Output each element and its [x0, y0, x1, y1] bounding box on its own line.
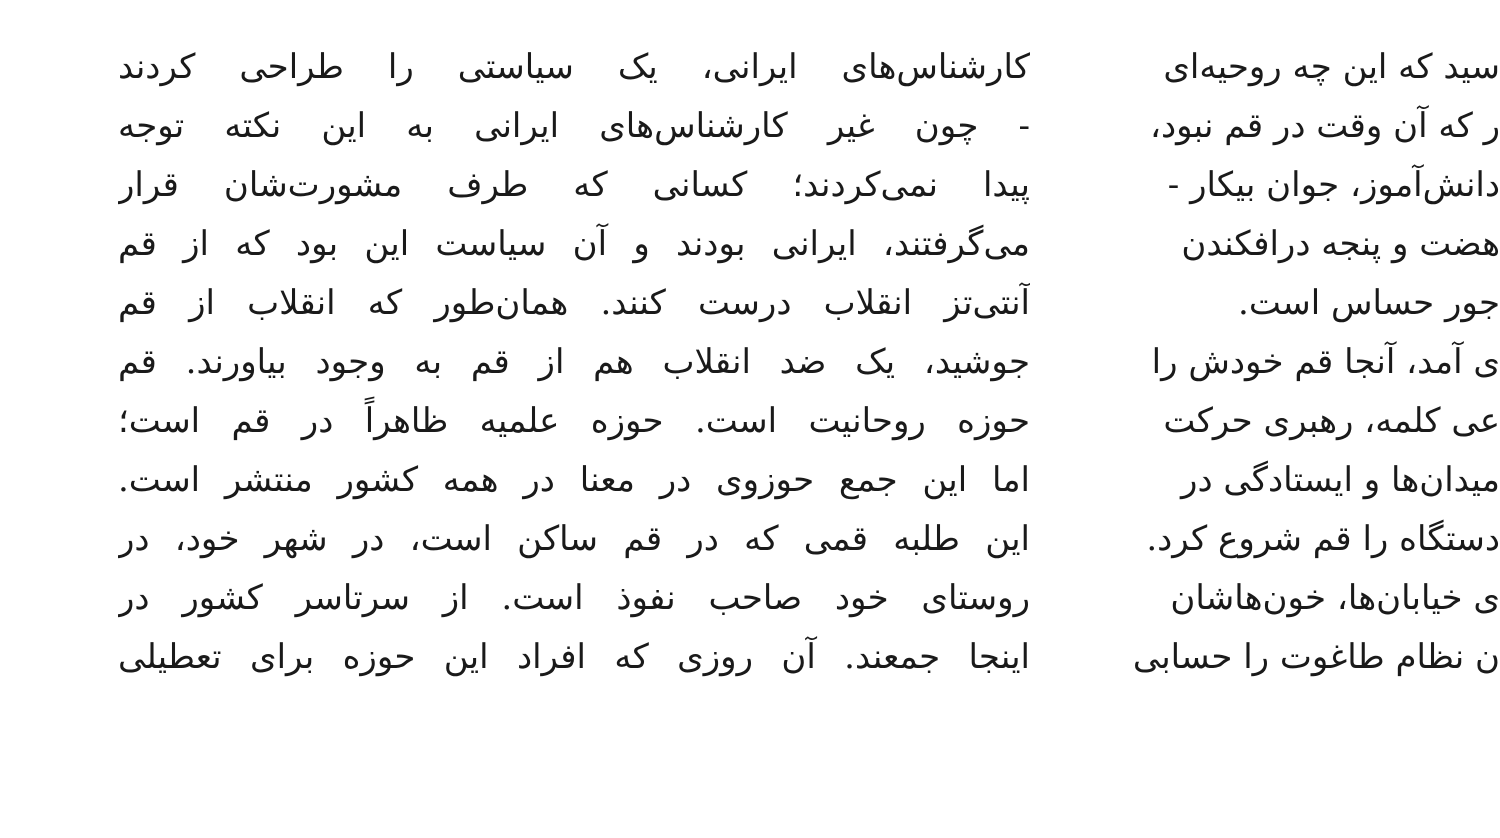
text-line: - چون غیر کارشناس‌های ایرانی به این نکته توجه — [118, 106, 1030, 146]
text-line: حوزه روحانیت است. حوزه علمیه ظاهراً در قم است؛ — [118, 401, 1030, 441]
text-line: جوشید، یک ضد انقلاب هم از قم به وجود بیاورند. قم — [118, 342, 1030, 382]
text-line: ی آمد، آنجا قم خودش را — [1151, 342, 1500, 382]
text-line: میدان‌ها و ایستادگی در — [1181, 460, 1500, 500]
text-line: اینجا جمعند. آن روزی که افراد این حوزه برای تعطیلی — [118, 637, 1030, 677]
text-line: عی کلمه، رهبری حرکت — [1163, 401, 1500, 441]
text-line — [118, 0, 1030, 38]
clipped-top-spacer — [1090, 0, 1500, 38]
text-line: روستای خود صاحب نفوذ است. از سرتاسر کشور در — [118, 578, 1030, 618]
text-line: ن نظام طاغوت را حسابی — [1132, 637, 1500, 677]
text-line: سید که این چه روحیه‌ای — [1163, 47, 1500, 87]
side-text-column — [1090, 0, 1500, 746]
text-line: آنتی‌تز انقلاب درست کنند. همان‌طور که انقلاب از قم — [118, 283, 1030, 323]
text-line: کارشناس‌های ایرانی، یک سیاستی را طراحی کردند — [118, 47, 1030, 87]
text-line: جور حساس است. — [1238, 283, 1500, 323]
text-line-clipped-bottom — [1090, 687, 1500, 746]
text-line: ی خیابان‌ها، خون‌هاشان — [1170, 578, 1500, 618]
text-line: می‌گرفتند، ایرانی بودند و آن سیاست این بود که از قم — [118, 224, 1030, 264]
main-text-column — [118, 0, 1030, 746]
text-line: هضت و پنجه درافکندن — [1181, 224, 1500, 264]
text-line: اما این جمع حوزوی در معنا در همه کشور منتشر است. — [118, 460, 1030, 500]
text-line: دانش‌آموز، جوان بیکار - — [1167, 165, 1500, 205]
text-line: پیدا نمی‌کردند؛ کسانی که طرف مشورت‌شان قرار — [118, 165, 1030, 205]
text-line: این طلبه قمی که در قم ساکن است، در شهر خود، در — [118, 519, 1030, 559]
clipped-top-line — [118, 0, 1030, 38]
text-line-clipped-bottom — [118, 687, 1030, 746]
text-line: ر که آن وقت در قم نبود، — [1150, 106, 1500, 146]
text-line: دستگاه را قم شروع کرد. — [1146, 519, 1500, 559]
